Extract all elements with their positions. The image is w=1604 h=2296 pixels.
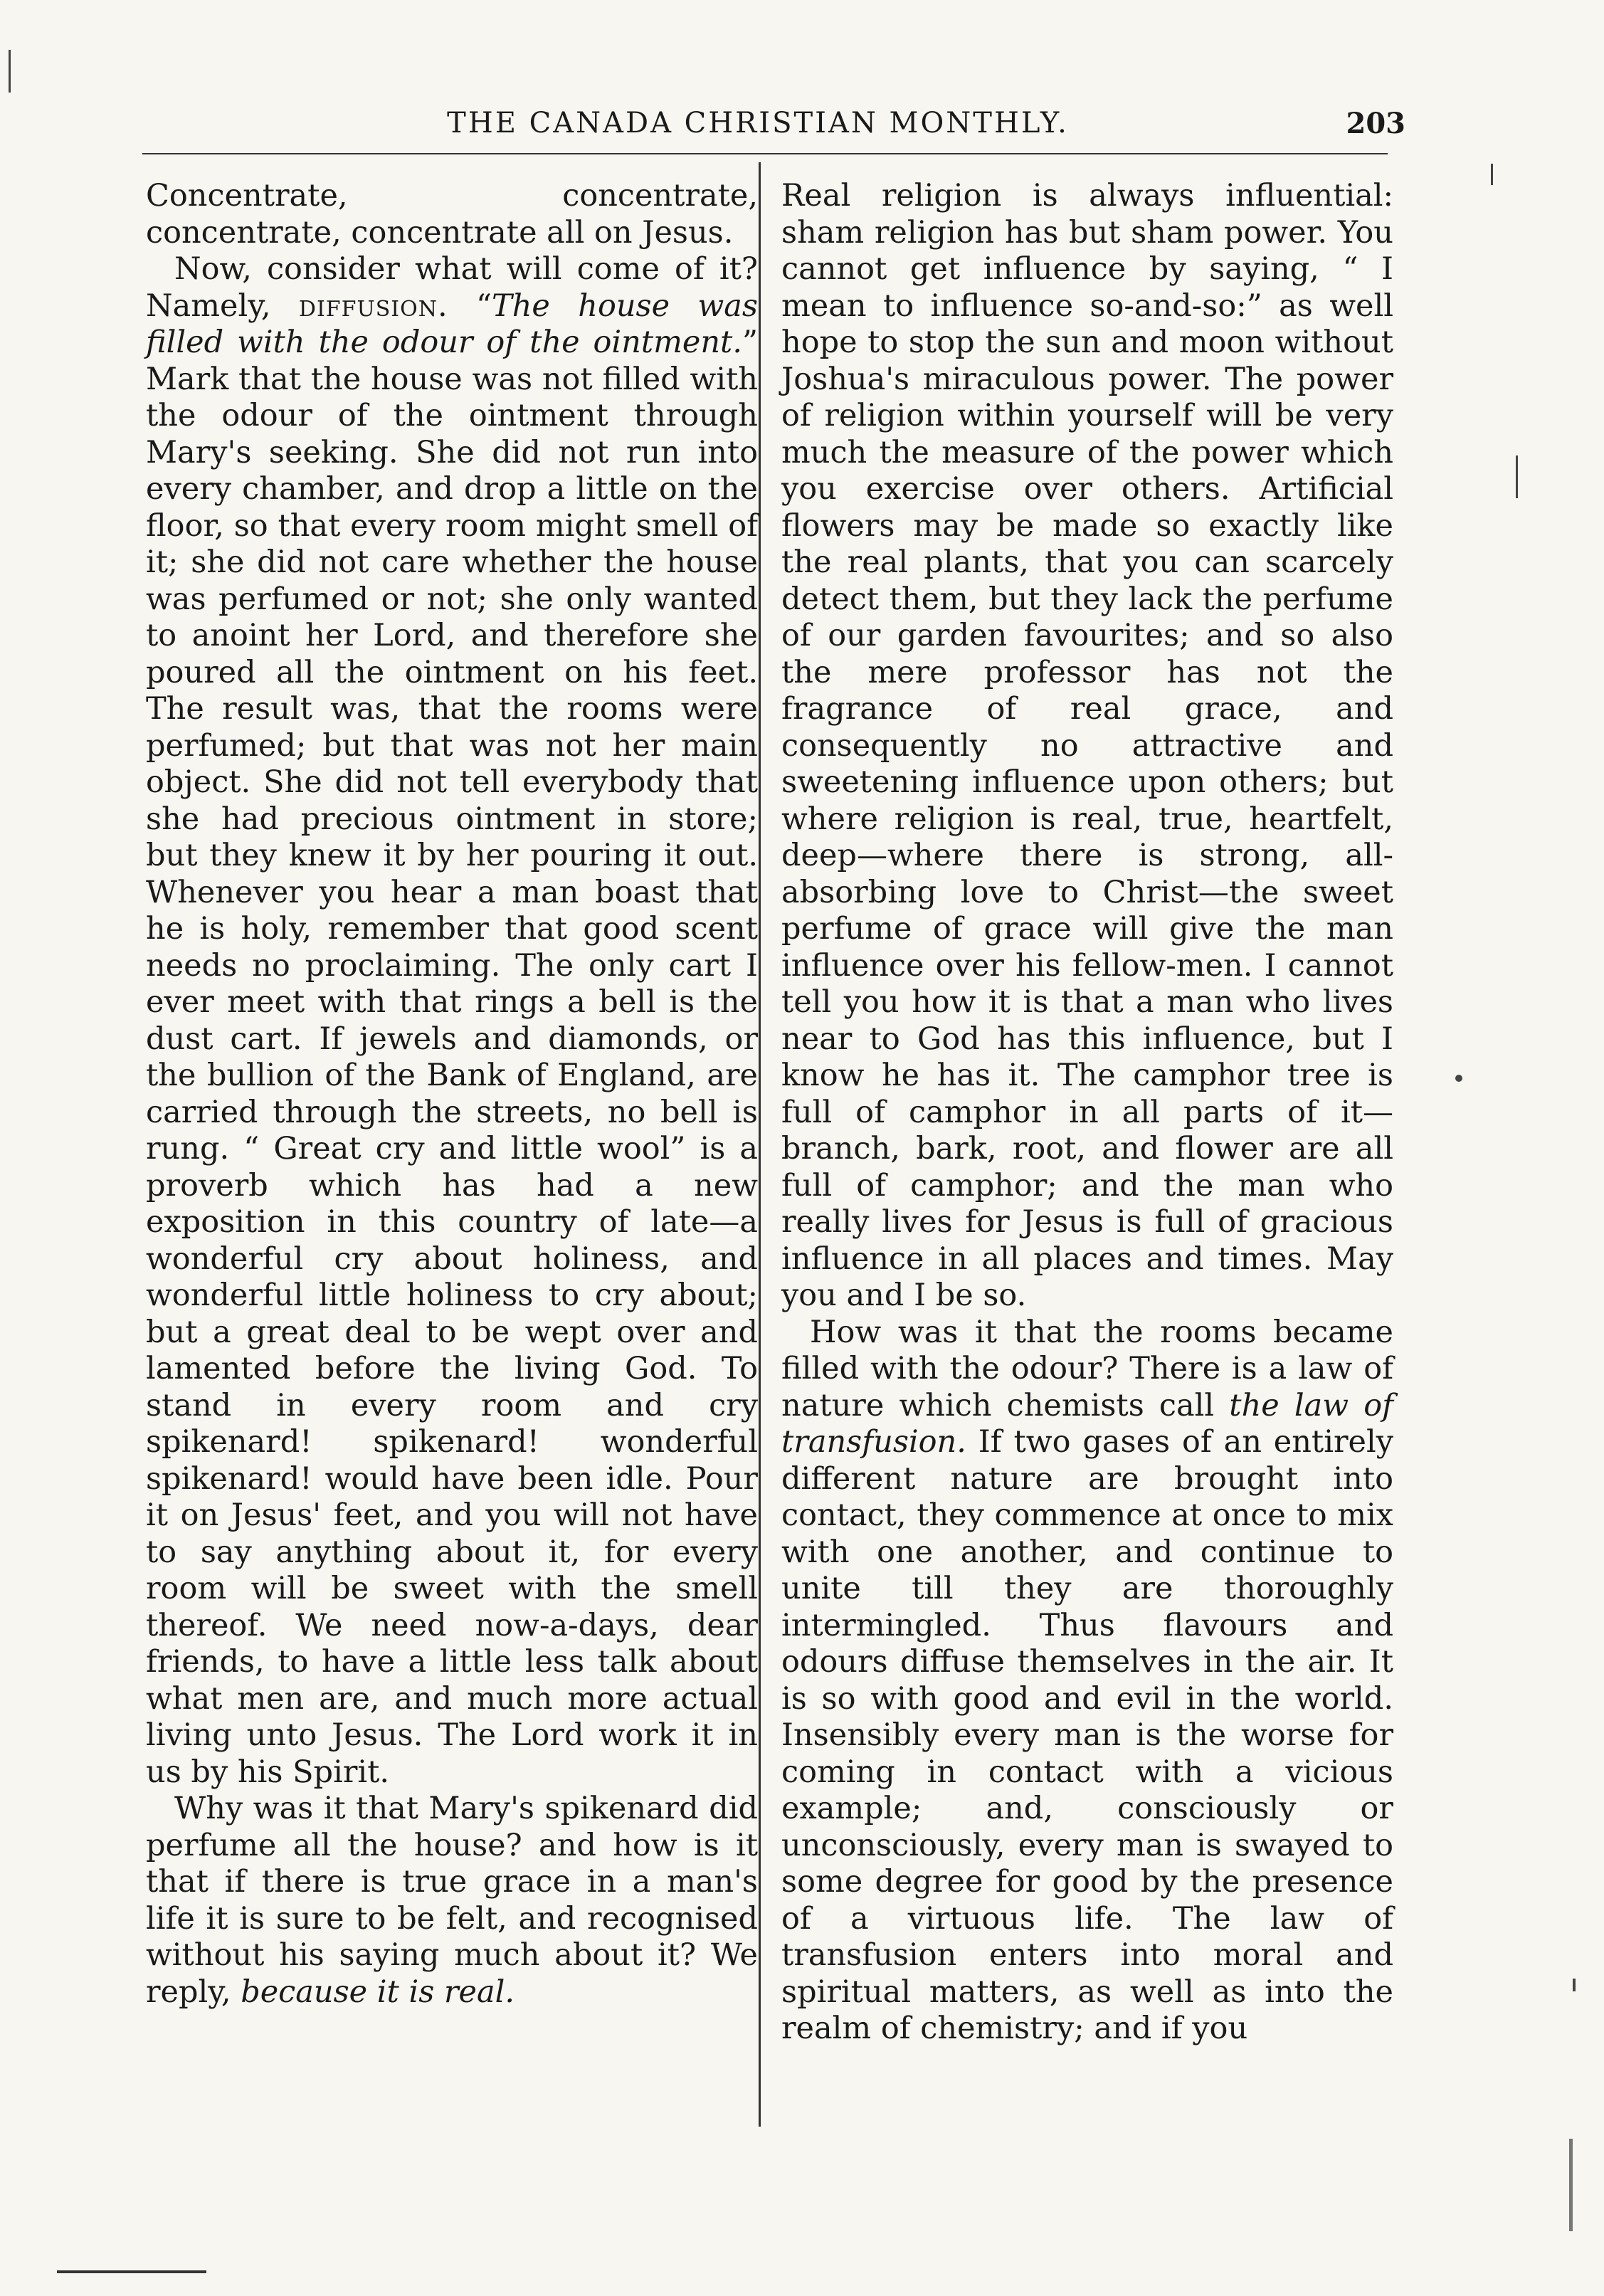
paragraph	[781, 178, 1393, 1315]
text-run: Real religion is always influential: sham religion has but sham power. You cannot get influence by saying, “ I mean to influence so-and-so:” as well hope to stop the sun and moon without Joshua's miraculous power. The power of religion within yourself will be very much the measure of the power which you exercise over others. Artificial flowers may be made so exactly like the real plants, that you can scarcely detect them, but they lack the perfume of our garden favourites; and so also the mere professor has not the fragrance of real grace, and consequently no attractive and sweetening influence upon others; but where religion is real, true, heartfelt, deep—where there is strong, all-absorbing love to Christ—the sweet perfume of grace will give the man influence over his fellow-men. I cannot tell you how it is that a man who lives near to God has this influence, but I know he has it. The camphor tree is full of camphor in all parts of it—branch, bark, root, and flower are all full of camphor; and the man who really lives for Jesus is full of gracious influence in all places and times. May you and I be so.	[781, 178, 1393, 1313]
paragraph	[146, 178, 758, 251]
italic-text: the law of transfusion.	[781, 1387, 1393, 1460]
right-edge-speck	[1455, 1075, 1462, 1082]
column-divider	[759, 162, 761, 2127]
right-edge-speck	[1491, 164, 1493, 185]
paragraph	[146, 1791, 758, 2011]
italic-text: because it is real.	[241, 1974, 515, 2010]
page-number: 203	[1346, 107, 1405, 140]
right-edge-speck	[1573, 1979, 1576, 1991]
text-run: ” Mark that the house was not filled with the odour of the ointment through Mary's seeking. She did not run into every chamber, and drop a little on the floor, so that every room might smell of it; she did not care whether the house was perfumed or not; she only wanted to anoint her Lord, and therefore she poured all the ointment on his feet. The result was, that the rooms were perfumed; but that was not her main object. She did not tell everybody that she had precious ointment in store; but they knew it by her pouring it out. Whenever you hear a man boast that he is holy, remember that good scent needs no proclaiming. The only cart I ever meet with that rings a bell is the dust cart. If jewels and diamonds, or the bullion of the Bank of England, are carried through the streets, no bell is rung. “ Great cry and little wool” is a proverb which has had a new exposition in this country of late—a wonderful cry about holiness, and wonderful little holiness to cry about; but a great deal to be wept over and lamented before the living God. To stand in every room and cry spikenard! spikenard! wonderful spikenard! would have been idle. Pour it on Jesus' feet, and you will not have to say anything about it, for every room will be sweet with the smell thereof. We need now-a-days, dear friends, to have a little less talk about what men are, and much more actual living unto Jesus. The Lord work it in us by his Spirit.	[146, 325, 758, 1790]
right-column	[781, 178, 1393, 2048]
text-run: If two gases of an entirely different nature are brought into contact, they commence at once to mix with one another, and continue to unite till they are thoroughly intermingled. Thus flavours and odours diffuse themselves in the air. It is so with good and evil in the world. Insensibly every man is the worse for coming in contact with a vicious example; and, consciously or unconsciously, every man is swayed to some degree for good by the presence of a virtuous life. The law of transfusion enters into moral and spiritual matters, as well as into the realm of chemistry; and if you	[781, 1424, 1393, 2046]
text-run: Now, consider what will come of it? Namely,	[146, 251, 758, 324]
italic-quote: The house was filled with the odour of the ointment.	[146, 288, 758, 360]
header-rule	[142, 153, 1388, 154]
paragraph	[781, 1315, 1393, 2048]
page-header	[146, 100, 1405, 149]
text-run: “	[448, 288, 492, 324]
left-column	[146, 178, 758, 2011]
text-run: Concentrate, concentrate, concentrate, concentrate all on Jesus.	[146, 178, 758, 251]
small-caps-text: diffusion.	[298, 288, 448, 324]
paragraph	[146, 251, 758, 1791]
left-edge-mark	[9, 50, 11, 93]
text-run: How was it that the rooms became filled with the odour? There is a law of nature which chemists call	[781, 1314, 1393, 1423]
running-title: THE CANADA CHRISTIAN MONTHLY.	[447, 107, 1069, 139]
text-run: Why was it that Mary's spikenard did perfume all the house? and how is it that if there is true grace in a man's life it is sure to be felt, and recognised without his saying much about it? We reply,	[146, 1791, 758, 2010]
right-edge-speck	[1569, 2139, 1573, 2231]
right-edge-speck	[1516, 455, 1518, 498]
bottom-edge-rule	[57, 2270, 206, 2273]
